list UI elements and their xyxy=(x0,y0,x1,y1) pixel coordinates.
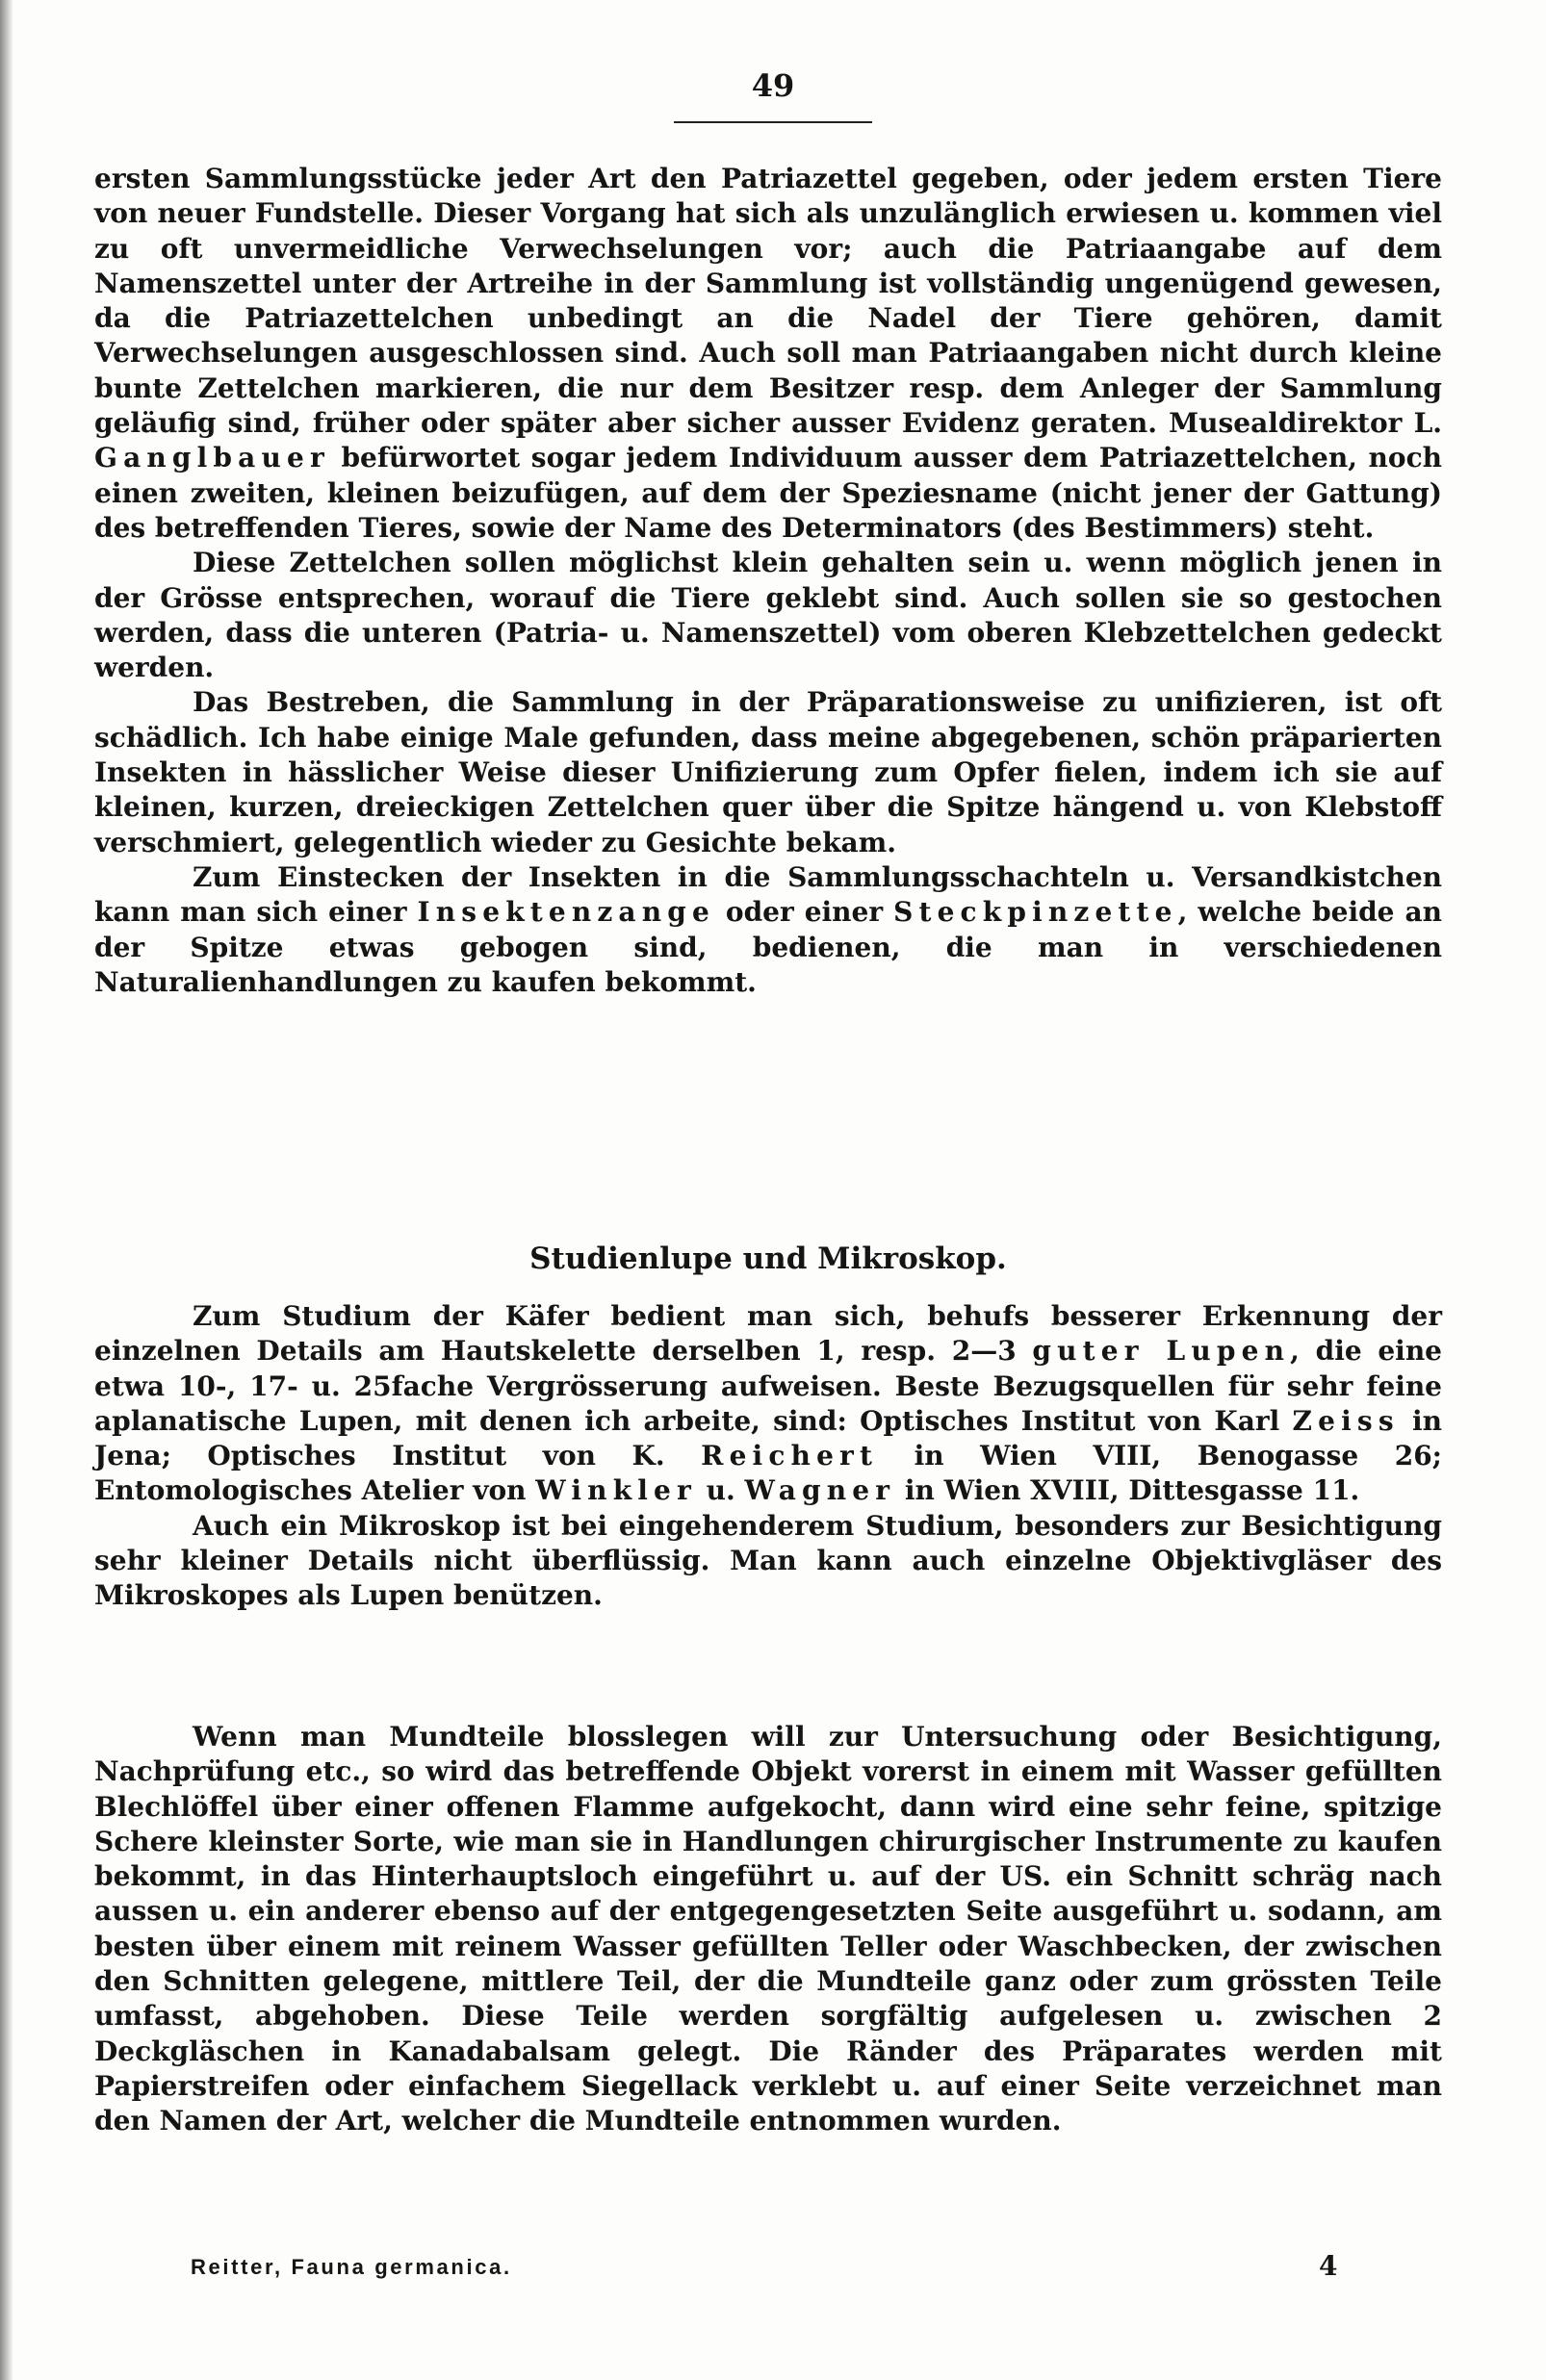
text-block-top xyxy=(94,162,1442,1000)
spaced-emphasis: Wagner xyxy=(744,1474,896,1507)
text-run: Das Bestreben, die Sammlung in der Präparationsweise zu unifizieren, ist oft schädlich. Ich habe einige Male gefunden, dass meine abgegebenen, schön präparierten Insekten in hässlicher Weise dieser Unifizierung zum Opfer fielen, indem ich sie auf kleinen, kurzen, dreieckigen Zettelchen quer über die Spitze hängend u. von Klebstoff verschmiert, gelegentlich wieder zu Gesichte bekam. xyxy=(94,686,1442,858)
text-block-section xyxy=(94,1299,1442,1614)
text-run: Zum Einstecken der Insekten in die Sammlungsschachteln u. Versandkistchen kann man sich einer xyxy=(94,860,1442,929)
paragraph xyxy=(94,1509,1442,1614)
text-run: befürwortet sogar jedem Individuum ausser dem Patriazettelchen, noch einen zweiten, kleinen beizufügen, auf dem der Speziesname (nicht jener der Gattung) des betreffenden Tieres, sowie der Name des Determinators (des Bestimmers) steht. xyxy=(94,442,1442,544)
text-run: oder einer xyxy=(714,896,894,929)
page-number-rule xyxy=(674,121,872,123)
footer-signature: Reitter, Fauna germanica. xyxy=(191,2255,512,2279)
scan-edge-shadow xyxy=(0,0,13,2380)
spaced-emphasis: Zeiss xyxy=(1292,1404,1400,1437)
paragraph xyxy=(94,162,1442,546)
paragraph xyxy=(94,1720,1442,2139)
footer-sheet-number: 4 xyxy=(1319,2250,1338,2282)
text-run: in Wien XVIII, Dittesgasse 11. xyxy=(895,1474,1360,1507)
text-run: ersten Sammlungsstücke jeder Art den Patriazettel gegeben, oder jedem ersten Tiere von neuer Fundstelle. Dieser Vorgang hat sich als unzulänglich erwiesen u. kommen viel zu oft unvermeidliche Verwechselungen vor; auch die Patriaangabe auf dem Namenszettel unter der Artreihe in der Sammlung ist vollständig ungenügend gewesen, da die Patriazettelchen unbedingt an die Nadel der Tiere gehören, damit Verwechselungen ausgeschlossen sind. Auch soll man Patriaangaben nicht durch kleine bunte Zettelchen markieren, die nur dem Besitzer resp. dem Anleger der Sammlung geläufig sind, früher oder später aber sicher ausser Evidenz geraten. Musealdirektor L. xyxy=(94,163,1442,440)
paragraph xyxy=(94,1299,1442,1509)
text-run: Wenn man Mundteile blosslegen will zur Untersuchung oder Besichtigung, Nachprüfung etc., so wird das betreffende Objekt vorerst in einem mit Wasser gefüllten Blechlöffel über einer offenen Flamme aufgekocht, dann wird eine sehr feine, spitzige Schere kleinster Sorte, wie man sie in Handlungen chirurgischer Instrumente zu kaufen bekommt, in das Hinterhauptsloch eingeführt u. auf der US. ein Schnitt schräg nach aussen u. ein anderer ebenso auf der entgegengesetzten Seite ausgeführt u. sodann, am besten über einem mit reinem Wasser gefüllten Teller oder Waschbecken, der zwischen den Schnitten gelegene, mittlere Teil, der die Mundteile ganz oder zum grössten Teile umfasst, abgehoben. Diese Teile werden sorgfältig aufgelesen u. zwischen 2 Deckgläschen in Kanadabalsam gelegt. Die Ränder des Präparates werden mit Papierstreifen oder einfachem Siegellack verklebt u. auf einer Seite verzeichnet man den Namen der Art, welcher die Mundteile entnommen wurden. xyxy=(94,1721,1442,2137)
text-run: in Jena; Optisches Institut von K. xyxy=(94,1404,1442,1472)
paragraph xyxy=(94,546,1442,685)
spaced-emphasis: Insektenzange xyxy=(417,896,715,929)
text-block-bottom xyxy=(94,1720,1442,2139)
text-run: Auch ein Mikroskop ist bei eingehenderem Studium, besonders zur Besichtigung sehr kleiner Details nicht überflüssig. Man kann auch einzelne Objektivgläser des Mikroskopes als Lupen benützen. xyxy=(94,1509,1442,1612)
text-run: , welche beide an der Spitze etwas gebogen sind, bedienen, die man in verschiedenen Naturalienhandlungen zu kaufen bekommt. xyxy=(94,896,1442,998)
paragraph xyxy=(94,685,1442,859)
text-run: Diese Zettelchen sollen möglichst klein gehalten sein u. wenn möglich jenen in der Grösse entsprechen, worauf die Tiere geklebt sind. Auch sollen sie so gestochen werden, dass die unteren (Patria- u. Namenszettel) vom oberen Klebzettelchen gedeckt werden. xyxy=(94,547,1442,684)
text-run: u. xyxy=(696,1474,745,1507)
section-title: Studienlupe und Mikroskop. xyxy=(529,1241,1007,1276)
text-run: in Wien VIII, Benogasse 26; Entomologisches Atelier von xyxy=(94,1440,1443,1507)
paragraph xyxy=(94,860,1442,1000)
text-run: , die eine etwa 10-, 17- u. 25fache Vergrösserung aufweisen. Beste Bezugsquellen für sehr feine aplanatische Lupen, mit denen ich arbeite, sind: Optisches Institut von Karl xyxy=(94,1335,1442,1437)
spaced-emphasis: Ganglbauer xyxy=(94,442,330,474)
text-run: Zum Studium der Käfer bedient man sich, behufs besserer Erkennung der einzelnen Details am Hautskelette derselben 1, resp. 2—3 xyxy=(94,1300,1442,1368)
page-number: 49 xyxy=(751,67,795,104)
spaced-emphasis: Winkler xyxy=(535,1474,697,1507)
spaced-emphasis: Steckpinzette xyxy=(893,896,1178,929)
spaced-emphasis: Reichert xyxy=(701,1440,879,1472)
spaced-emphasis: guter Lupen xyxy=(1032,1335,1291,1368)
